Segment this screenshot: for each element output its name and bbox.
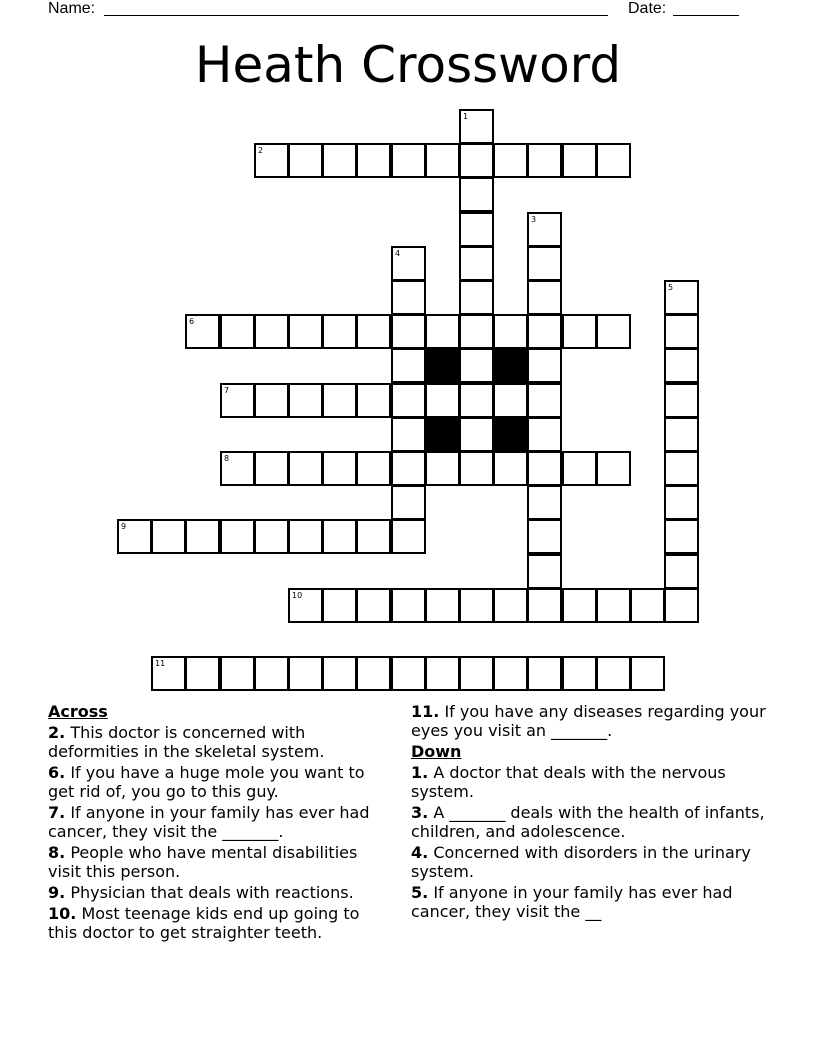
clue-number: 7.	[48, 803, 66, 822]
clue-text: This doctor is concerned with deformities in the skeletal system.	[48, 723, 325, 761]
clue-text: If anyone in your family has ever had cancer, they visit the _______.	[48, 803, 370, 841]
crossword-cell[interactable]	[322, 451, 357, 486]
clue-number: 3.	[411, 803, 429, 822]
crossword-cell[interactable]	[322, 588, 357, 623]
clue-across-6	[48, 763, 393, 801]
crossword-cell[interactable]	[288, 519, 323, 554]
crossword-block	[493, 417, 528, 452]
crossword-cell[interactable]	[664, 588, 699, 623]
crossword-cell[interactable]	[459, 348, 494, 383]
clue-text: A doctor that deals with the nervous system.	[411, 763, 726, 801]
crossword-cell[interactable]	[391, 588, 426, 623]
crossword-cell[interactable]	[288, 143, 323, 178]
crossword-cell[interactable]	[391, 485, 426, 520]
crossword-cell[interactable]	[356, 656, 391, 691]
crossword-cell[interactable]	[322, 656, 357, 691]
crossword-cell[interactable]	[459, 177, 494, 212]
crossword-cell[interactable]	[527, 451, 562, 486]
crossword-cell[interactable]	[493, 314, 528, 349]
clue-number: 8.	[48, 843, 66, 862]
clue-text: Most teenage kids end up going to this doctor to get straighter teeth.	[48, 904, 360, 942]
clue-number-label: 6	[189, 317, 195, 326]
crossword-cell[interactable]	[185, 314, 220, 349]
clue-text: If you have any diseases regarding your eyes you visit an _______.	[411, 702, 766, 740]
crossword-cell[interactable]	[391, 280, 426, 315]
name-label: Name:	[48, 0, 96, 17]
crossword-cell[interactable]	[425, 314, 460, 349]
crossword-block	[493, 348, 528, 383]
clue-across-8	[48, 843, 393, 881]
crossword-cell[interactable]	[185, 519, 220, 554]
crossword-cell[interactable]	[459, 656, 494, 691]
crossword-cell[interactable]	[391, 417, 426, 452]
crossword-cell[interactable]	[459, 280, 494, 315]
crossword-cell[interactable]	[322, 383, 357, 418]
crossword-cell[interactable]	[356, 588, 391, 623]
crossword-cell[interactable]	[527, 212, 562, 247]
crossword-cell[interactable]	[596, 314, 631, 349]
clue-across-9	[48, 883, 393, 902]
crossword-cell[interactable]	[220, 451, 255, 486]
crossword-cell[interactable]	[254, 383, 289, 418]
crossword-cell[interactable]	[527, 280, 562, 315]
crossword-cell[interactable]	[425, 451, 460, 486]
clue-number-label: 9	[121, 522, 127, 531]
clue-number-label: 7	[224, 386, 230, 395]
clue-number: 2.	[48, 723, 66, 742]
crossword-cell[interactable]	[664, 519, 699, 554]
crossword-cell[interactable]	[562, 656, 597, 691]
clue-number: 1.	[411, 763, 429, 782]
crossword-cell[interactable]	[527, 383, 562, 418]
crossword-cell[interactable]	[117, 519, 152, 554]
crossword-cell[interactable]	[527, 246, 562, 281]
crossword-cell[interactable]	[664, 485, 699, 520]
crossword-cell[interactable]	[596, 656, 631, 691]
clue-text: A _______ deals with the health of infants, children, and adolescence.	[411, 803, 765, 841]
crossword-cell[interactable]	[664, 554, 699, 589]
crossword-cell[interactable]	[288, 314, 323, 349]
crossword-cell[interactable]	[664, 314, 699, 349]
clue-number-label: 8	[224, 454, 230, 463]
crossword-cell[interactable]	[596, 143, 631, 178]
page-title: Heath Crossword	[194, 36, 622, 94]
clue-across-10	[48, 904, 393, 942]
crossword-cell[interactable]	[220, 314, 255, 349]
crossword-cell[interactable]	[459, 212, 494, 247]
crossword-cell[interactable]	[391, 519, 426, 554]
crossword-cell[interactable]	[288, 383, 323, 418]
clues-column-left	[48, 702, 393, 944]
clue-down-1	[411, 763, 771, 801]
crossword-cell[interactable]	[459, 417, 494, 452]
crossword-cell[interactable]	[527, 554, 562, 589]
crossword-cell[interactable]	[391, 656, 426, 691]
down-heading: Down	[411, 742, 462, 761]
across-heading: Across	[48, 702, 108, 721]
crossword-cell[interactable]	[391, 246, 426, 281]
crossword-cell[interactable]	[630, 656, 665, 691]
crossword-cell[interactable]	[322, 314, 357, 349]
clues-column-right	[411, 702, 771, 923]
clue-number: 5.	[411, 883, 429, 902]
crossword-cell[interactable]	[459, 314, 494, 349]
crossword-cell[interactable]	[356, 143, 391, 178]
crossword-cell[interactable]	[527, 348, 562, 383]
crossword-cell[interactable]	[596, 451, 631, 486]
crossword-cell[interactable]	[288, 451, 323, 486]
clue-number: 4.	[411, 843, 429, 862]
crossword-cell[interactable]	[220, 383, 255, 418]
crossword-cell[interactable]	[322, 143, 357, 178]
clue-number: 9.	[48, 883, 66, 902]
crossword-cell[interactable]	[562, 314, 597, 349]
clue-down-4	[411, 843, 771, 881]
crossword-cell[interactable]	[356, 519, 391, 554]
crossword-cell[interactable]	[322, 519, 357, 554]
clue-number-label: 10	[292, 591, 303, 600]
crossword-cell[interactable]	[425, 656, 460, 691]
clue-text: If you have a huge mole you want to get rid of, you go to this guy.	[48, 763, 365, 801]
crossword-cell[interactable]	[220, 519, 255, 554]
clue-across-11	[411, 702, 771, 740]
crossword-cell[interactable]	[664, 417, 699, 452]
crossword-cell[interactable]	[527, 417, 562, 452]
date-label: Date:	[628, 0, 667, 17]
clue-text: If anyone in your family has ever had cancer, they visit the __	[411, 883, 733, 921]
crossword-block	[425, 348, 460, 383]
clue-number: 6.	[48, 763, 66, 782]
crossword-cell[interactable]	[220, 656, 255, 691]
clue-across-7	[48, 803, 393, 841]
crossword-cell[interactable]	[493, 143, 528, 178]
crossword-cell[interactable]	[630, 588, 665, 623]
clue-number: 11.	[411, 702, 440, 721]
clue-number-label: 5	[668, 283, 674, 292]
crossword-cell[interactable]	[527, 143, 562, 178]
crossword-cell[interactable]	[356, 314, 391, 349]
clue-number-label: 1	[463, 112, 469, 121]
crossword-cell[interactable]	[596, 588, 631, 623]
crossword-cell[interactable]	[459, 451, 494, 486]
crossword-cell[interactable]	[562, 451, 597, 486]
clue-number-label: 11	[155, 659, 166, 668]
crossword-cell[interactable]	[254, 451, 289, 486]
crossword-cell[interactable]	[356, 383, 391, 418]
clue-across-2	[48, 723, 393, 761]
crossword-cell[interactable]	[459, 383, 494, 418]
clue-text: Physician that deals with reactions.	[70, 883, 354, 902]
clue-number-label: 4	[395, 249, 401, 258]
crossword-cell[interactable]	[664, 383, 699, 418]
clue-number-label: 2	[258, 146, 264, 155]
crossword-cell[interactable]	[459, 109, 494, 144]
crossword-cell[interactable]	[151, 656, 186, 691]
clue-down-3	[411, 803, 771, 841]
crossword-cell[interactable]	[391, 383, 426, 418]
crossword-cell[interactable]	[527, 485, 562, 520]
crossword-cell[interactable]	[493, 588, 528, 623]
crossword-cell[interactable]	[562, 588, 597, 623]
crossword-cell[interactable]	[664, 451, 699, 486]
name-field[interactable]	[104, 15, 608, 16]
crossword-block	[425, 417, 460, 452]
crossword-cell[interactable]	[527, 588, 562, 623]
crossword-cell[interactable]	[185, 656, 220, 691]
crossword-cell[interactable]	[391, 348, 426, 383]
crossword-cell[interactable]	[425, 588, 460, 623]
crossword-cell[interactable]	[391, 143, 426, 178]
crossword-cell[interactable]	[493, 451, 528, 486]
crossword-cell[interactable]	[254, 143, 289, 178]
clue-down-5	[411, 883, 771, 921]
crossword-cell[interactable]	[527, 519, 562, 554]
crossword-cell[interactable]	[254, 656, 289, 691]
crossword-cell[interactable]	[356, 451, 391, 486]
date-field[interactable]	[673, 15, 739, 16]
crossword-cell[interactable]	[459, 246, 494, 281]
crossword-cell[interactable]	[254, 519, 289, 554]
crossword-cell[interactable]	[493, 383, 528, 418]
crossword-cell[interactable]	[459, 588, 494, 623]
crossword-cell[interactable]	[493, 656, 528, 691]
crossword-cell[interactable]	[527, 656, 562, 691]
crossword-cell[interactable]	[391, 451, 426, 486]
crossword-cell[interactable]	[664, 348, 699, 383]
crossword-cell[interactable]	[459, 143, 494, 178]
clue-text: People who have mental disabilities visit this person.	[48, 843, 358, 881]
crossword-cell[interactable]	[562, 143, 597, 178]
crossword-cell[interactable]	[391, 314, 426, 349]
crossword-cell[interactable]	[425, 143, 460, 178]
crossword-cell[interactable]	[664, 280, 699, 315]
crossword-cell[interactable]	[288, 588, 323, 623]
clue-text: Concerned with disorders in the urinary system.	[411, 843, 751, 881]
crossword-cell[interactable]	[425, 383, 460, 418]
clue-number: 10.	[48, 904, 77, 923]
crossword-cell[interactable]	[288, 656, 323, 691]
crossword-cell[interactable]	[151, 519, 186, 554]
header	[48, 0, 748, 20]
crossword-cell[interactable]	[527, 314, 562, 349]
crossword-cell[interactable]	[254, 314, 289, 349]
clue-number-label: 3	[531, 215, 537, 224]
